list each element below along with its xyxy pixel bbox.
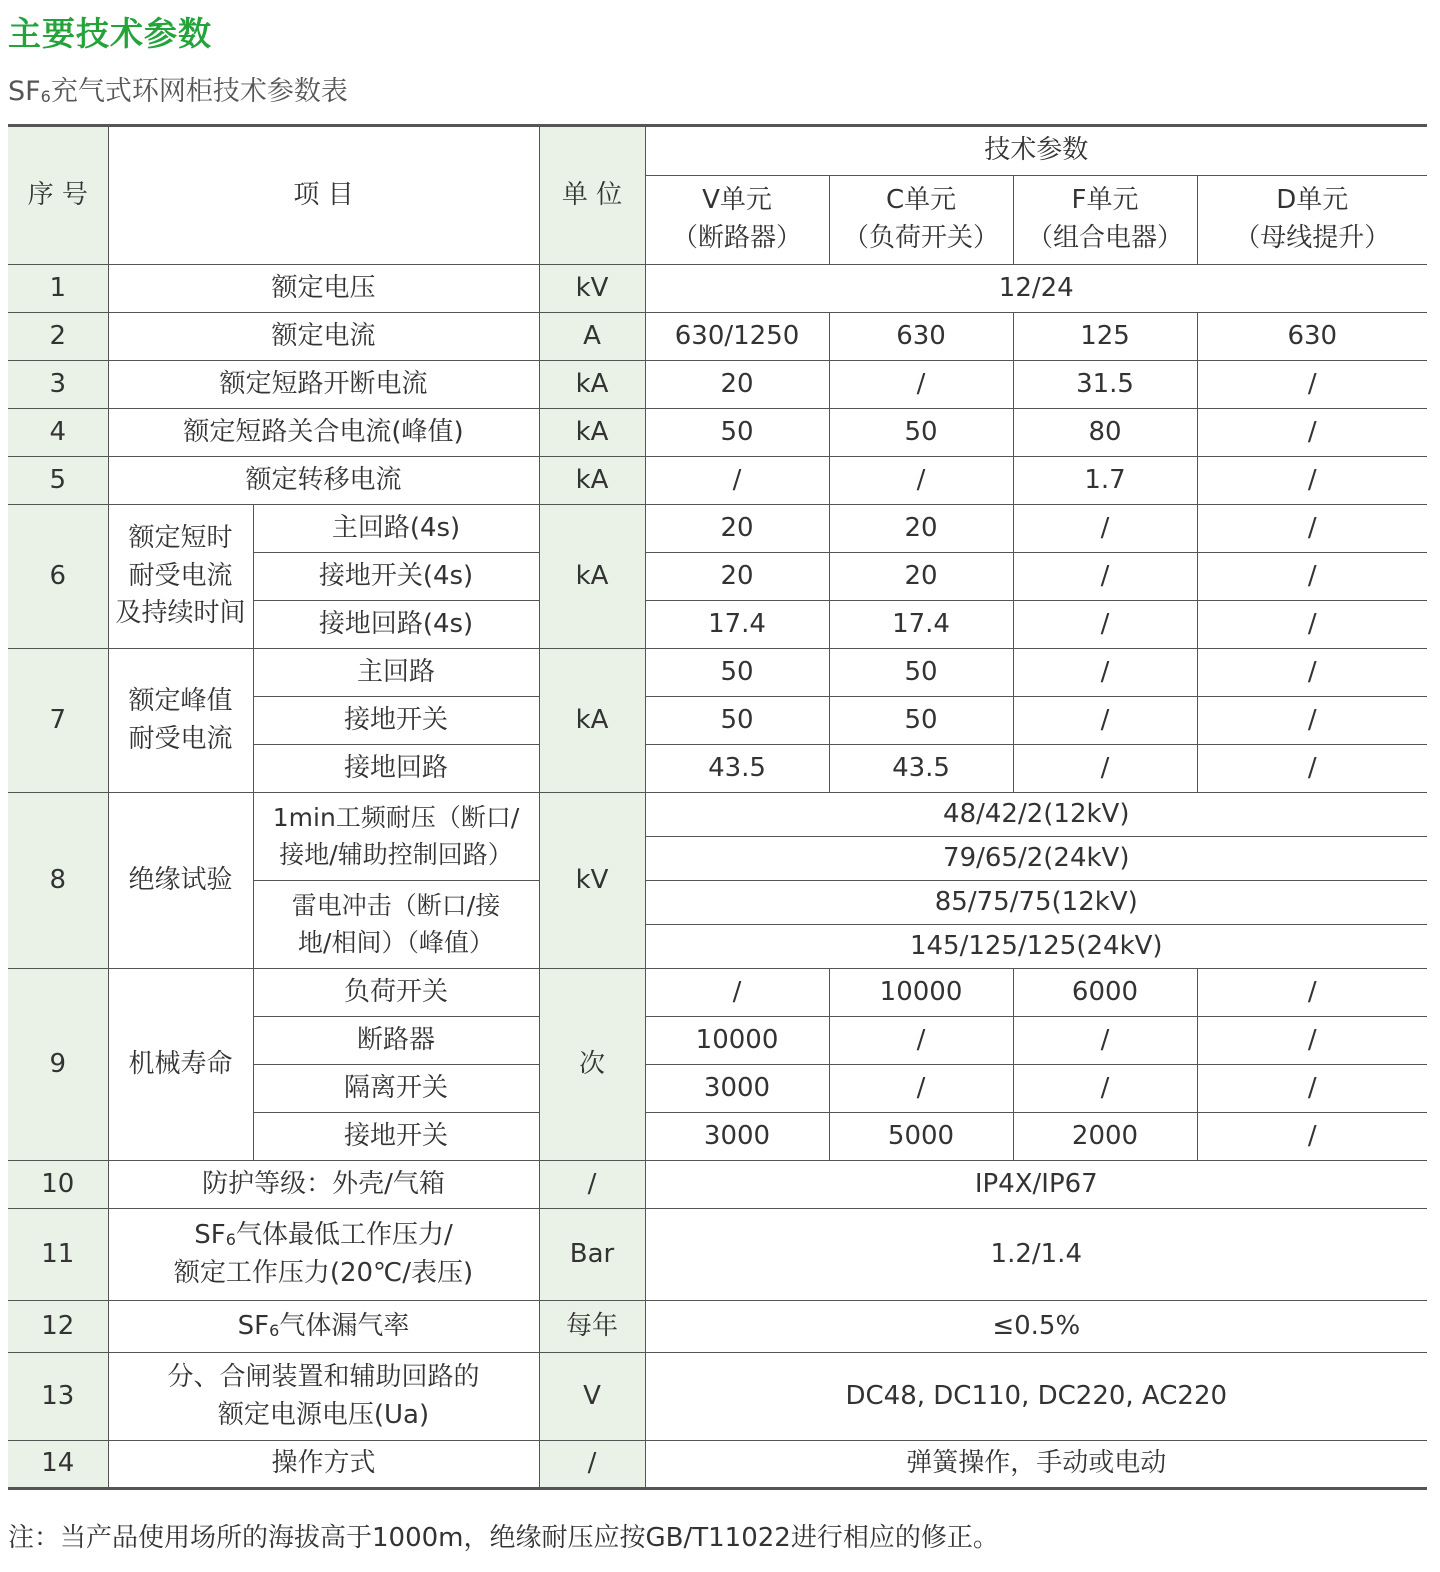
row-unit: V	[539, 1353, 645, 1441]
unit-desc: （断路器）	[672, 223, 803, 253]
group-line: 耐受电流	[128, 723, 233, 754]
row-number: 4	[8, 409, 108, 457]
row-number: 11	[8, 1209, 108, 1301]
section-heading: 主要技术参数	[8, 14, 212, 53]
row-item-line	[113, 1217, 535, 1255]
value-c: 20	[829, 505, 1013, 553]
unit-name: C单元	[885, 185, 957, 216]
header-params: 技术参数	[645, 126, 1427, 176]
row-number: 6	[8, 505, 108, 649]
row-unit: 次	[539, 969, 645, 1161]
row-unit: kA	[539, 505, 645, 649]
row-group	[108, 505, 253, 649]
row-unit: kA	[539, 457, 645, 505]
group-line: 及持续时间	[115, 598, 246, 629]
sub-item: 隔离开关	[253, 1065, 539, 1113]
value-c: 17.4	[829, 601, 1013, 649]
row-unit: A	[539, 313, 645, 361]
table-row	[8, 793, 1427, 837]
row-value: IP4X/IP67	[645, 1161, 1427, 1209]
value-f: 6000	[1013, 969, 1197, 1017]
table-row	[8, 361, 1427, 409]
sub-item: 主回路	[253, 649, 539, 697]
row-value: 12/24	[645, 265, 1427, 313]
value-f: /	[1013, 745, 1197, 793]
sub-item: 负荷开关	[253, 969, 539, 1017]
row-unit: kV	[539, 793, 645, 969]
header-unit: 单 位	[539, 126, 645, 265]
table-title-prefix: SF	[8, 76, 41, 107]
value-v: 50	[645, 649, 829, 697]
group-line: 额定短时	[128, 522, 233, 553]
value-f: 125	[1013, 313, 1197, 361]
item-text: 气体漏气率	[279, 1310, 410, 1341]
row-item: 操作方式	[108, 1441, 539, 1489]
value-c: 630	[829, 313, 1013, 361]
row-unit: 每年	[539, 1301, 645, 1353]
value-v: 3000	[645, 1113, 829, 1161]
sub-item: 主回路(4s)	[253, 505, 539, 553]
value-c: 50	[829, 649, 1013, 697]
row-group: 机械寿命	[108, 969, 253, 1161]
value-d: /	[1197, 361, 1427, 409]
sub-item: 接地回路	[253, 745, 539, 793]
row-unit: Bar	[539, 1209, 645, 1301]
row-value: 145/125/125(24kV)	[645, 925, 1427, 969]
value-f: 31.5	[1013, 361, 1197, 409]
unit-name: F单元	[1071, 185, 1139, 216]
table-row	[8, 649, 1427, 697]
row-number: 7	[8, 649, 108, 793]
row-item: 额定电流	[108, 313, 539, 361]
spec-table	[8, 124, 1427, 1490]
value-f: /	[1013, 553, 1197, 601]
value-c: /	[829, 1065, 1013, 1113]
value-v: 20	[645, 505, 829, 553]
table-row	[8, 1441, 1427, 1489]
value-d: /	[1197, 1017, 1427, 1065]
value-c: /	[829, 1017, 1013, 1065]
item-text: 气体最低工作压力/	[235, 1219, 453, 1250]
row-number: 10	[8, 1161, 108, 1209]
row-value: 弹簧操作，手动或电动	[645, 1441, 1427, 1489]
table-row	[8, 409, 1427, 457]
row-number: 12	[8, 1301, 108, 1353]
group-line: 耐受电流	[128, 560, 233, 591]
value-v: 50	[645, 409, 829, 457]
table-title	[8, 74, 348, 115]
row-item	[108, 1209, 539, 1301]
sub-item-line: 接地/辅助控制回路）	[279, 839, 513, 869]
value-d: /	[1197, 457, 1427, 505]
footnote: 注：当产品使用场所的海拔高于1000m，绝缘耐压应按GB/T11022进行相应的修正。	[8, 1523, 999, 1553]
row-number: 2	[8, 313, 108, 361]
item-prefix: SF	[237, 1310, 270, 1341]
value-f: 1.7	[1013, 457, 1197, 505]
row-item	[108, 1301, 539, 1353]
value-v: /	[645, 457, 829, 505]
table-title-text: 充气式环网柜技术参数表	[50, 76, 348, 107]
header-unit-f	[1013, 176, 1197, 265]
value-d: /	[1197, 553, 1427, 601]
value-v: 20	[645, 553, 829, 601]
header-item: 项 目	[108, 126, 539, 265]
sub-item	[253, 793, 539, 881]
row-unit: kA	[539, 649, 645, 793]
row-item	[108, 1353, 539, 1441]
item-subscript: 6	[269, 1320, 280, 1340]
table-row	[8, 265, 1427, 313]
row-value: DC48, DC110, DC220, AC220	[645, 1353, 1427, 1441]
header-unit-c	[829, 176, 1013, 265]
row-value: 79/65/2(24kV)	[645, 837, 1427, 881]
unit-name: D单元	[1276, 185, 1349, 216]
table-row	[8, 1353, 1427, 1441]
value-d: /	[1197, 697, 1427, 745]
row-value: 48/42/2(12kV)	[645, 793, 1427, 837]
value-f: 2000	[1013, 1113, 1197, 1161]
value-c: /	[829, 361, 1013, 409]
value-f: /	[1013, 601, 1197, 649]
row-number: 5	[8, 457, 108, 505]
row-number: 1	[8, 265, 108, 313]
row-group: 绝缘试验	[108, 793, 253, 969]
value-v: 3000	[645, 1065, 829, 1113]
sub-item: 接地回路(4s)	[253, 601, 539, 649]
value-d: /	[1197, 505, 1427, 553]
value-d: /	[1197, 649, 1427, 697]
unit-desc: （负荷开关）	[843, 223, 1000, 253]
value-c: 5000	[829, 1113, 1013, 1161]
value-c: 50	[829, 697, 1013, 745]
row-number: 14	[8, 1441, 108, 1489]
value-v: 43.5	[645, 745, 829, 793]
value-c: 43.5	[829, 745, 1013, 793]
table-row	[8, 969, 1427, 1017]
row-number: 3	[8, 361, 108, 409]
value-f: /	[1013, 697, 1197, 745]
row-item: 额定转移电流	[108, 457, 539, 505]
row-unit: /	[539, 1161, 645, 1209]
sub-item	[253, 881, 539, 969]
table-row	[8, 1209, 1427, 1301]
sub-item: 接地开关	[253, 1113, 539, 1161]
row-number: 9	[8, 969, 108, 1161]
value-d: /	[1197, 1065, 1427, 1113]
group-line: 额定峰值	[128, 685, 233, 716]
table-row	[8, 457, 1427, 505]
row-item-line: 额定电源电压(Ua)	[217, 1399, 430, 1430]
sub-item: 断路器	[253, 1017, 539, 1065]
table-row	[8, 505, 1427, 553]
value-v: /	[645, 969, 829, 1017]
row-item-line: 分、合闸装置和辅助回路的	[167, 1361, 480, 1392]
value-c: 10000	[829, 969, 1013, 1017]
value-v: 10000	[645, 1017, 829, 1065]
unit-desc: （组合电器）	[1027, 223, 1184, 253]
table-row	[8, 313, 1427, 361]
header-seq: 序 号	[8, 126, 108, 265]
row-unit: kV	[539, 265, 645, 313]
value-d: /	[1197, 969, 1427, 1017]
unit-name: V单元	[702, 185, 772, 216]
value-c: 50	[829, 409, 1013, 457]
row-value: 1.2/1.4	[645, 1209, 1427, 1301]
sub-item-line: 雷电冲击（断口/接	[291, 891, 501, 921]
row-unit: /	[539, 1441, 645, 1489]
value-f: /	[1013, 649, 1197, 697]
row-group	[108, 649, 253, 793]
item-prefix: SF	[194, 1219, 226, 1250]
sub-item-line: 1min工频耐压（断口/	[272, 803, 520, 833]
value-v: 50	[645, 697, 829, 745]
header-unit-v	[645, 176, 829, 265]
row-item: 额定电压	[108, 265, 539, 313]
value-d: 630	[1197, 313, 1427, 361]
sub-item: 接地开关(4s)	[253, 553, 539, 601]
value-f: /	[1013, 505, 1197, 553]
value-v: 20	[645, 361, 829, 409]
value-c: 20	[829, 553, 1013, 601]
header-unit-d	[1197, 176, 1427, 265]
table-row	[8, 1301, 1427, 1353]
value-f: /	[1013, 1065, 1197, 1113]
header-row	[8, 126, 1427, 176]
row-item: 额定短路开断电流	[108, 361, 539, 409]
row-unit: kA	[539, 361, 645, 409]
row-value: ≤0.5%	[645, 1301, 1427, 1353]
value-d: /	[1197, 409, 1427, 457]
value-d: /	[1197, 745, 1427, 793]
row-number: 13	[8, 1353, 108, 1441]
value-f: 80	[1013, 409, 1197, 457]
value-v: 630/1250	[645, 313, 829, 361]
value-c: /	[829, 457, 1013, 505]
sub-item-line: 地/相间）（峰值）	[298, 927, 494, 957]
row-item: 额定短路关合电流(峰值)	[108, 409, 539, 457]
row-value: 85/75/75(12kV)	[645, 881, 1427, 925]
value-d: /	[1197, 1113, 1427, 1161]
row-unit: kA	[539, 409, 645, 457]
unit-desc: （母线提升）	[1234, 223, 1391, 253]
table-row	[8, 1161, 1427, 1209]
row-number: 8	[8, 793, 108, 969]
row-item-line: 额定工作压力(20℃/表压)	[173, 1257, 474, 1288]
value-f: /	[1013, 1017, 1197, 1065]
value-v: 17.4	[645, 601, 829, 649]
sub-item: 接地开关	[253, 697, 539, 745]
row-item: 防护等级：外壳/气箱	[108, 1161, 539, 1209]
value-d: /	[1197, 601, 1427, 649]
item-subscript: 6	[225, 1229, 236, 1249]
table-title-subscript: 6	[40, 87, 51, 106]
